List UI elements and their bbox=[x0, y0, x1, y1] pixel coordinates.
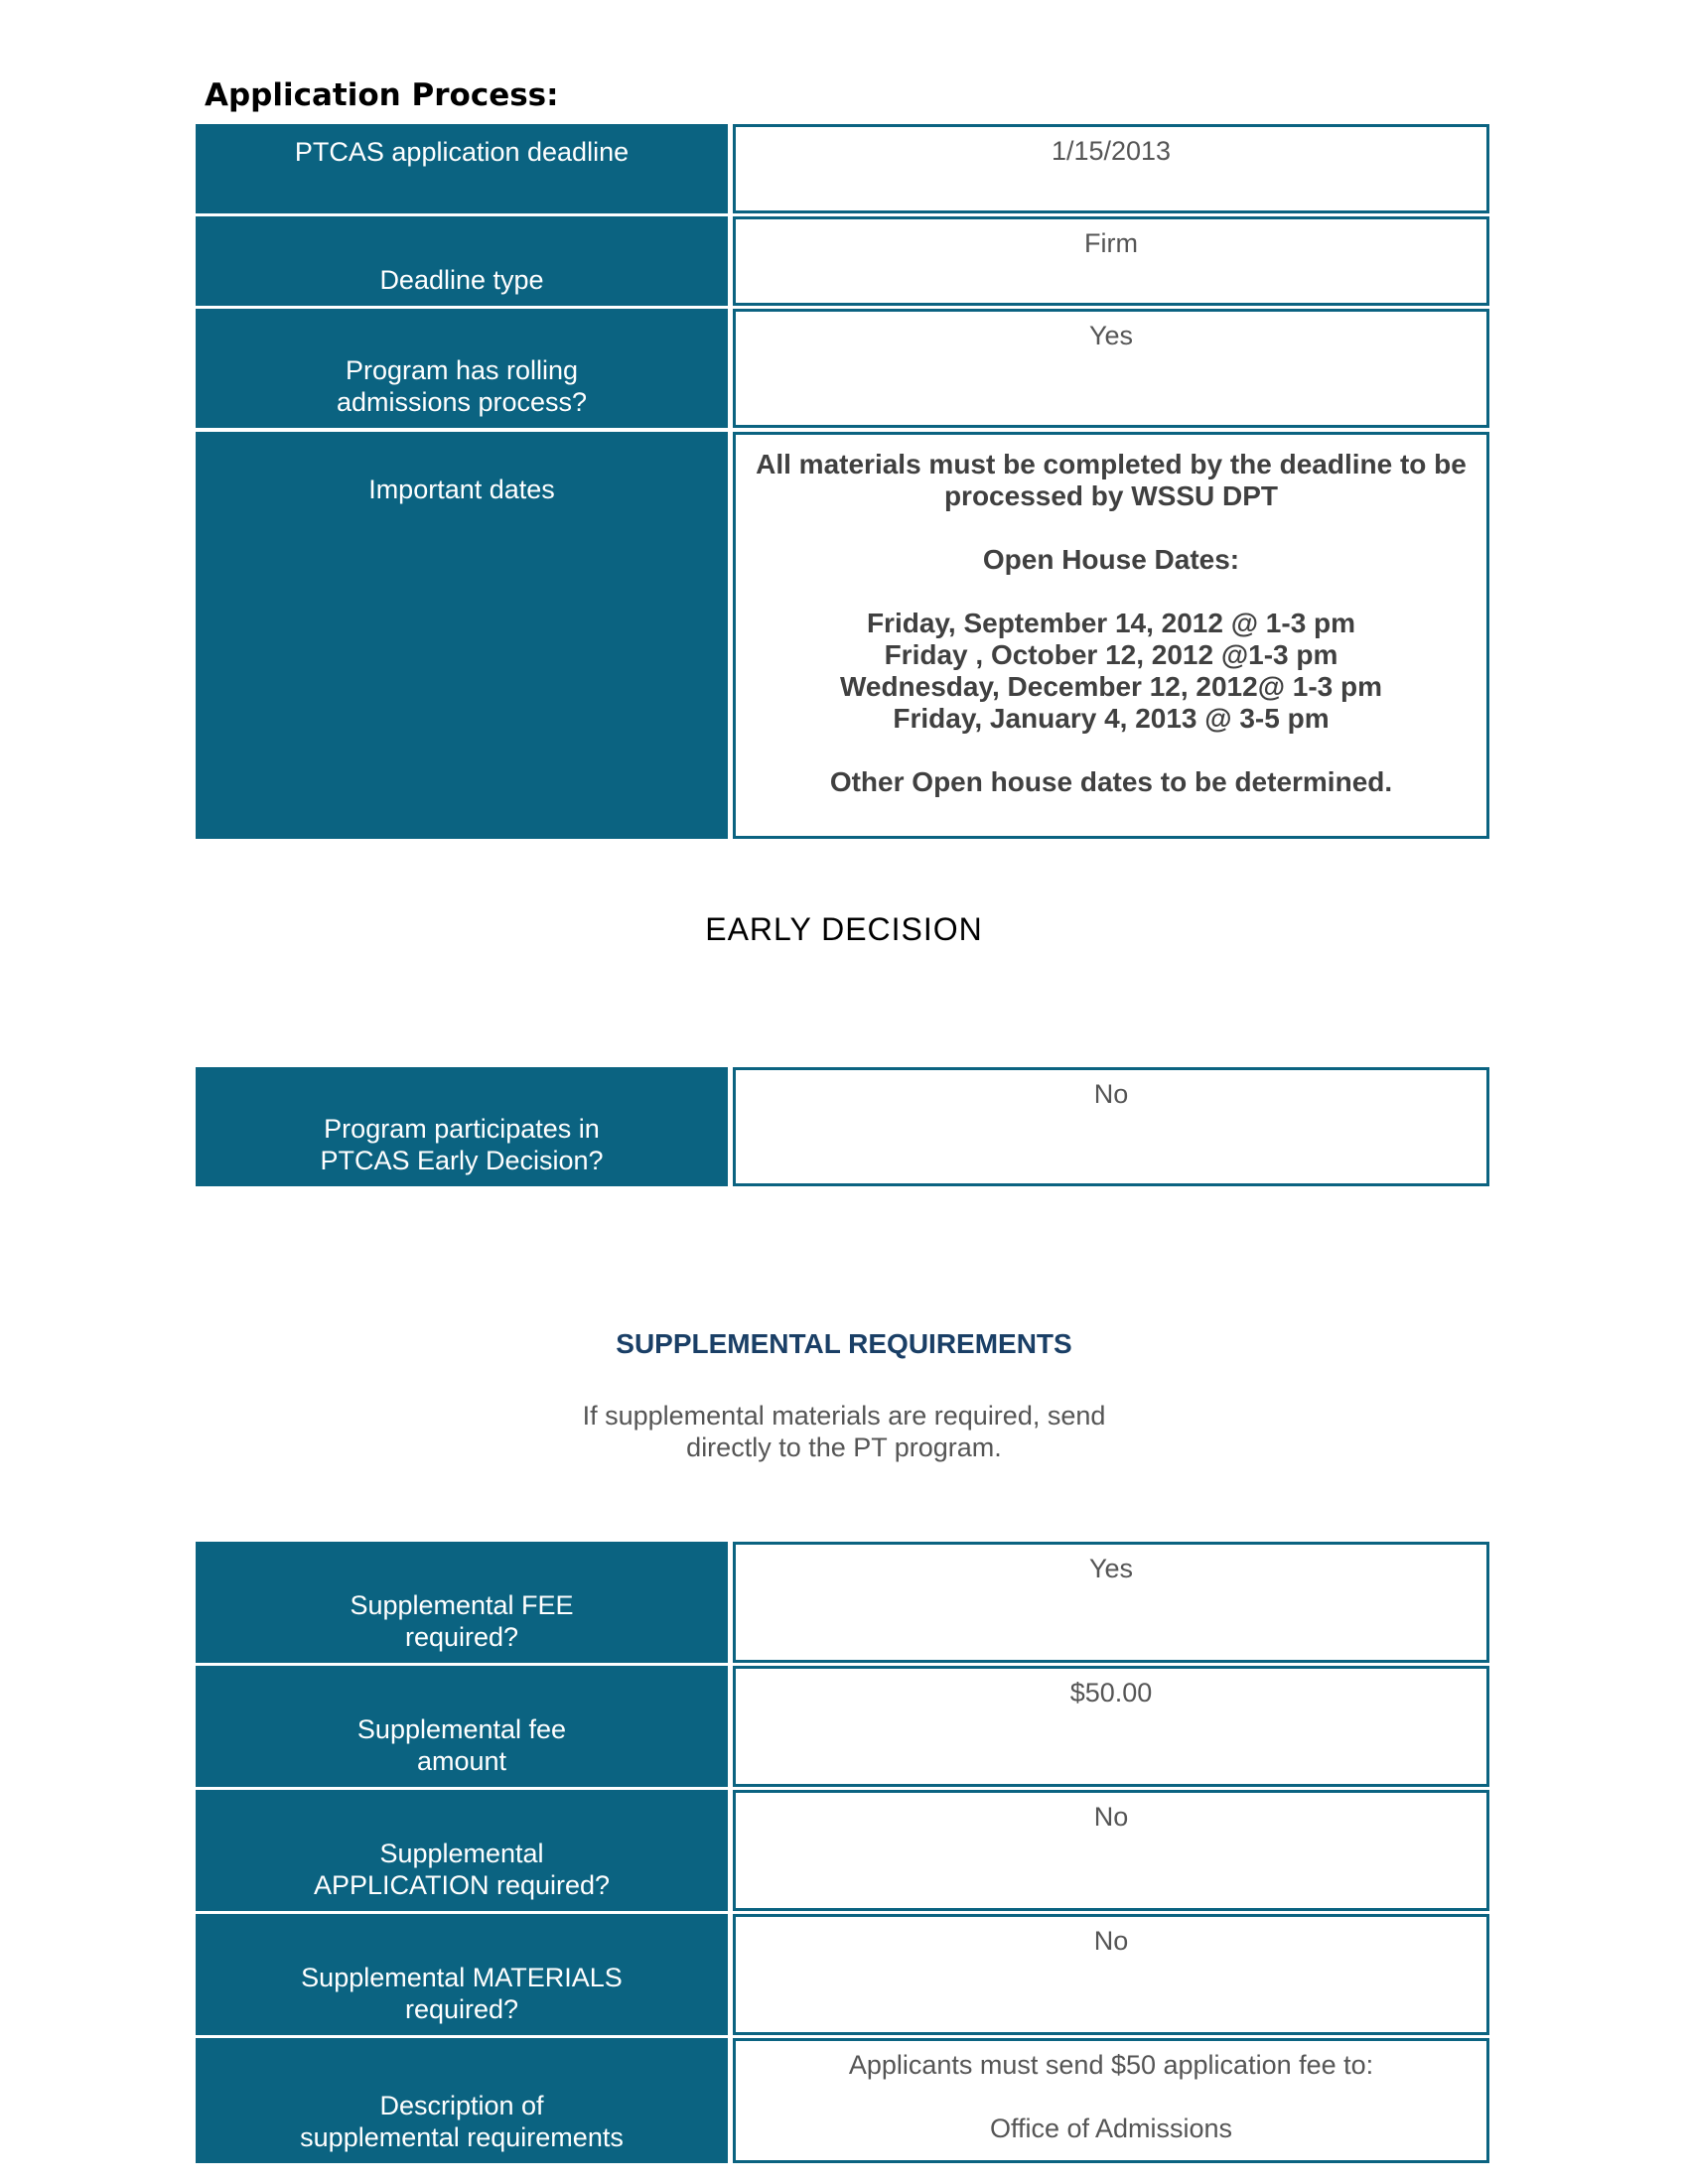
table-row-rolling-admissions bbox=[196, 309, 1489, 428]
row-value: Firm bbox=[733, 216, 1489, 306]
row-label: Program participates in PTCAS Early Decision? bbox=[196, 1067, 728, 1186]
section-title-early-decision: EARLY DECISION bbox=[705, 911, 983, 947]
page-title: Application Process: bbox=[205, 77, 559, 113]
row-value: Yes bbox=[733, 309, 1489, 428]
table-row-deadline bbox=[196, 124, 1489, 213]
table-row-supplemental-fee-amount bbox=[196, 1666, 1489, 1787]
row-value: Yes bbox=[733, 1542, 1489, 1663]
table-row-supplemental-fee bbox=[196, 1542, 1489, 1663]
row-value: All materials must be completed by the deadline to be processed by WSSU DPT Open House Dates: Friday, September 14, 2012 @ 1-3 pm Friday , October 12, 2012 @1-3 pm Wednesday, December 12, 2012@ 1-3 pm Friday, January 4, 2013 @ 3-5 pm Other Open house dates to be determined. bbox=[733, 432, 1489, 839]
row-label: Program has rolling admissions process? bbox=[196, 309, 728, 428]
table-row-important-dates bbox=[196, 432, 1489, 839]
row-value: No bbox=[733, 1914, 1489, 2035]
supplemental-note: If supplemental materials are required, send directly to the PT program. bbox=[582, 1401, 1106, 1462]
row-value: $50.00 bbox=[733, 1666, 1489, 1787]
row-value: No bbox=[733, 1067, 1489, 1186]
table-row-supplemental-description bbox=[196, 2038, 1489, 2163]
section-title-supplemental: SUPPLEMENTAL REQUIREMENTS bbox=[616, 1328, 1072, 1359]
row-label: Supplemental MATERIALS required? bbox=[196, 1914, 728, 2035]
row-label: Supplemental APPLICATION required? bbox=[196, 1790, 728, 1911]
table-row-supplemental-application bbox=[196, 1790, 1489, 1911]
table-row-early-decision bbox=[196, 1067, 1489, 1186]
row-label: PTCAS application deadline bbox=[196, 124, 728, 213]
row-value: 1/15/2013 bbox=[733, 124, 1489, 213]
row-value: No bbox=[733, 1790, 1489, 1911]
table-row-supplemental-materials bbox=[196, 1914, 1489, 2035]
row-value: Applicants must send $50 application fee to: Office of Admissions bbox=[733, 2038, 1489, 2163]
row-label: Supplemental FEE required? bbox=[196, 1542, 728, 1663]
row-label: Important dates bbox=[196, 432, 728, 839]
row-label: Deadline type bbox=[196, 216, 728, 306]
table-row-deadline-type bbox=[196, 216, 1489, 306]
row-label: Supplemental fee amount bbox=[196, 1666, 728, 1787]
row-label: Description of supplemental requirements bbox=[196, 2038, 728, 2163]
